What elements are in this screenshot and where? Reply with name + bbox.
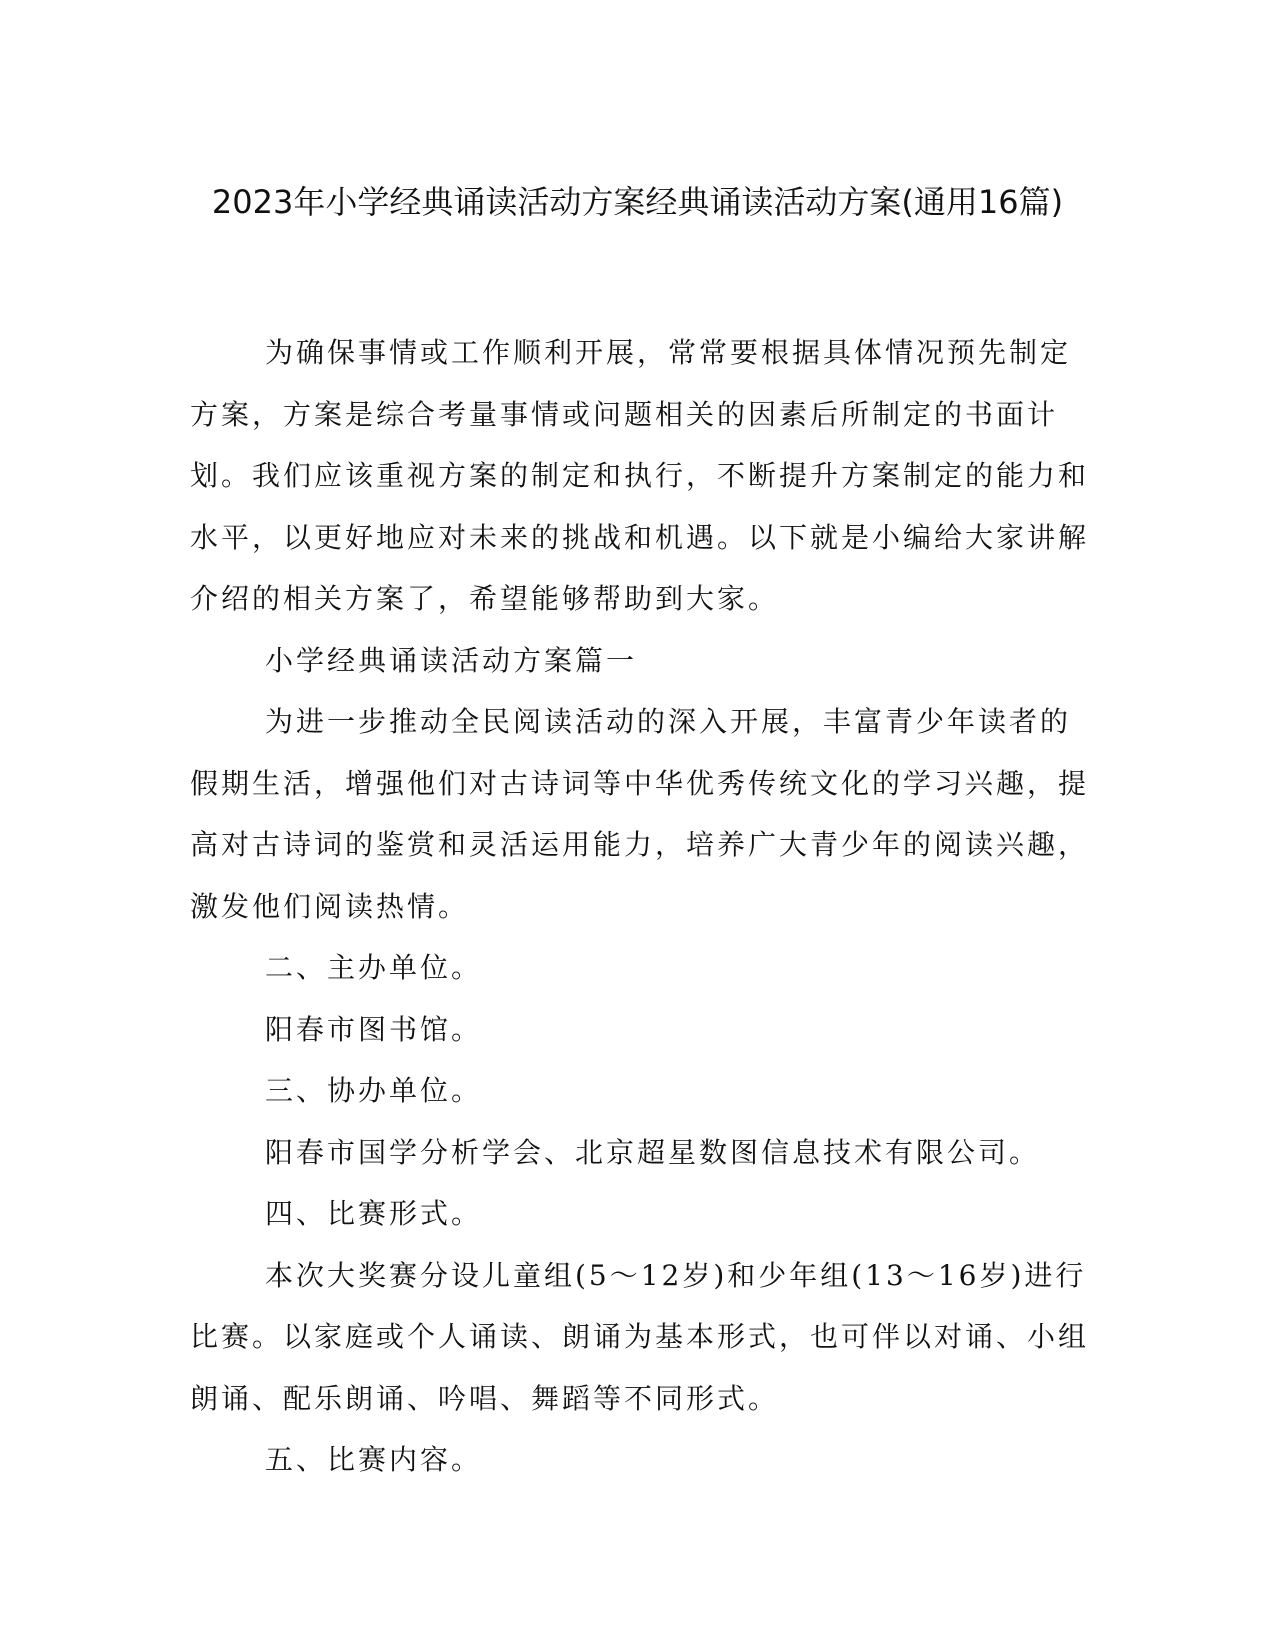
content-heading: 五、比赛内容。 (265, 1443, 483, 1476)
organizer-heading: 二、主办单位。 (265, 951, 483, 984)
section-heading: 小学经典诵读活动方案篇一 (265, 643, 638, 677)
co-organizer-heading: 三、协办单位。 (265, 1074, 483, 1107)
format-text: 本次大奖赛分设儿童组(5～12岁)和少年组(13～16岁)进行比赛。以家庭或个人诵读、朗诵为基本形式，也可伴以对诵、小组朗诵、配乐朗诵、吟唱、舞蹈等不同形式。 (190, 1258, 1090, 1415)
format-heading: 四、比赛形式。 (265, 1197, 483, 1230)
purpose-paragraph: 为进一步推动全民阅读活动的深入开展，丰富青少年读者的假期生活，增强他们对古诗词等中华优秀传统文化的学习兴趣，提高对古诗词的鉴赏和灵活运用能力，培养广大青少年的阅读兴趣，激发他们阅读热情。 (190, 705, 1090, 923)
document-title: 2023年小学经典诵读活动方案经典诵读活动方案(通用16篇) (211, 183, 1064, 221)
document-body (190, 322, 1090, 1491)
intro-paragraph: 为确保事情或工作顺利开展，常常要根据具体情况预先制定方案，方案是综合考量事情或问题相关的因素后所制定的书面计划。我们应该重视方案的制定和执行，不断提升方案制定的能力和水平，以更好地应对未来的挑战和机遇。以下就是小编给大家讲解介绍的相关方案了，希望能够帮助到大家。 (190, 336, 1090, 615)
organizer-text: 阳春市图书馆。 (265, 1012, 483, 1046)
co-organizer-text: 阳春市国学分析学会、北京超星数图信息技术有限公司。 (265, 1135, 1041, 1169)
